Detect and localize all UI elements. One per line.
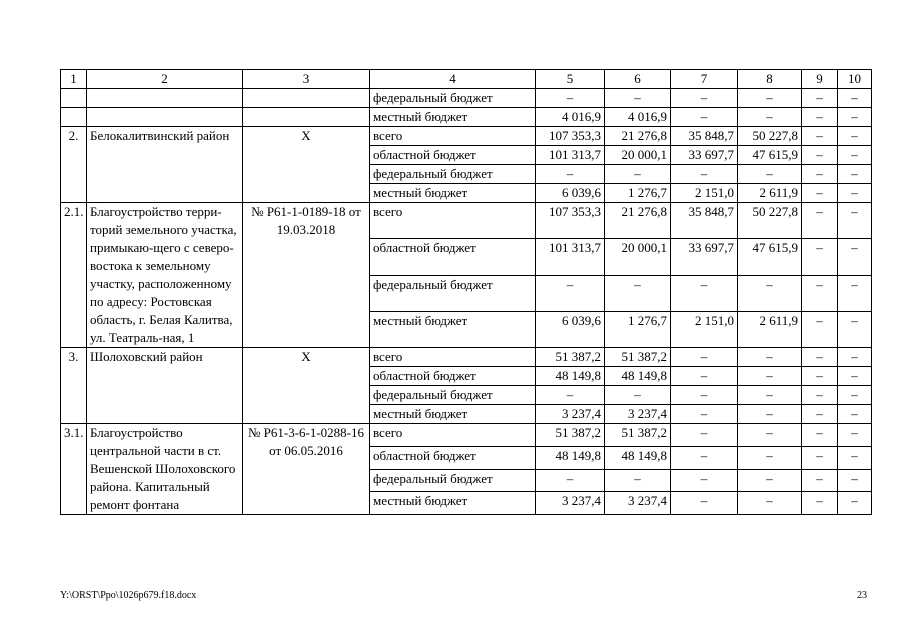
cell-c3 [243,89,370,108]
cell-c8: – [738,386,802,405]
cell-c10: – [838,386,872,405]
cell-c5: 6 039,6 [536,311,605,347]
cell-c1: 2.1. [61,203,87,348]
column-header-8: 8 [738,70,802,89]
cell-c9: – [802,108,838,127]
cell-c7: – [671,492,738,515]
budget-table [60,69,872,515]
cell-c8: – [738,446,802,469]
cell-c4: местный бюджет [370,311,536,347]
cell-c3: Х [243,348,370,424]
cell-c9: – [802,469,838,492]
cell-c6: – [605,386,671,405]
cell-c9: – [802,184,838,203]
cell-c5: 48 149,8 [536,446,605,469]
cell-c5: 51 387,2 [536,348,605,367]
cell-c8: – [738,89,802,108]
cell-c6: 51 387,2 [605,348,671,367]
cell-c4: всего [370,424,536,447]
page-number: 23 [857,590,867,601]
column-header-3: 3 [243,70,370,89]
cell-c2: Благоустройство терри-торий земельного участка, примыкаю-щего с северо-востока к земельному участку, расположенному по адресу: Ростовская область, г. Белая Калитва, ул. Театраль-ная, 1 [87,203,243,348]
cell-c7: – [671,386,738,405]
cell-c9: – [802,203,838,239]
cell-c10: – [838,146,872,165]
cell-c6: – [605,275,671,311]
cell-c5: 4 016,9 [536,108,605,127]
cell-c4: всего [370,203,536,239]
cell-c8: – [738,165,802,184]
cell-c9: – [802,311,838,347]
cell-c6: 48 149,8 [605,367,671,386]
header-row [61,70,872,89]
column-header-1: 1 [61,70,87,89]
cell-c6: 51 387,2 [605,424,671,447]
cell-c4: федеральный бюджет [370,89,536,108]
cell-c1 [61,108,87,127]
cell-c5: – [536,165,605,184]
cell-c10: – [838,108,872,127]
cell-c5: – [536,275,605,311]
cell-c5: 107 353,3 [536,203,605,239]
cell-c8: 50 227,8 [738,127,802,146]
cell-c10: – [838,405,872,424]
cell-c1: 3. [61,348,87,424]
cell-c5: – [536,469,605,492]
cell-c9: – [802,89,838,108]
cell-c9: – [802,367,838,386]
column-header-6: 6 [605,70,671,89]
cell-c4: областной бюджет [370,146,536,165]
cell-c9: – [802,492,838,515]
cell-c4: местный бюджет [370,108,536,127]
cell-c3: Х [243,127,370,203]
cell-c1: 3.1. [61,424,87,515]
cell-c4: местный бюджет [370,405,536,424]
table-body [61,89,872,515]
table-row [61,348,872,367]
cell-c2: Белокалитвинский район [87,127,243,203]
cell-c7: 35 848,7 [671,127,738,146]
cell-c2: Благоустройство центральной части в ст. Вешенской Шолоховского района. Капитальный ремонт фонтана [87,424,243,515]
cell-c7: – [671,446,738,469]
column-header-4: 4 [370,70,536,89]
cell-c8: 2 611,9 [738,311,802,347]
cell-c6: 3 237,4 [605,405,671,424]
cell-c9: – [802,127,838,146]
cell-c4: всего [370,127,536,146]
column-header-5: 5 [536,70,605,89]
cell-c5: 6 039,6 [536,184,605,203]
cell-c7: – [671,165,738,184]
cell-c10: – [838,165,872,184]
column-header-7: 7 [671,70,738,89]
column-header-2: 2 [87,70,243,89]
cell-c5: 3 237,4 [536,405,605,424]
cell-c8: – [738,405,802,424]
cell-c6: 21 276,8 [605,127,671,146]
cell-c7: 35 848,7 [671,203,738,239]
cell-c1: 2. [61,127,87,203]
cell-c7: 2 151,0 [671,311,738,347]
cell-c10: – [838,184,872,203]
cell-c6: – [605,165,671,184]
cell-c7: – [671,405,738,424]
cell-c7: – [671,275,738,311]
cell-c10: – [838,492,872,515]
cell-c2: Шолоховский район [87,348,243,424]
cell-c2 [87,108,243,127]
cell-c4: федеральный бюджет [370,386,536,405]
cell-c7: – [671,108,738,127]
column-header-10: 10 [838,70,872,89]
cell-c5: 48 149,8 [536,367,605,386]
cell-c8: – [738,469,802,492]
cell-c7: – [671,469,738,492]
cell-c8: – [738,348,802,367]
table-row [61,89,872,108]
cell-c7: – [671,89,738,108]
cell-c10: – [838,367,872,386]
cell-c3 [243,108,370,127]
cell-c10: – [838,424,872,447]
cell-c6: 48 149,8 [605,446,671,469]
cell-c4: федеральный бюджет [370,165,536,184]
cell-c4: областной бюджет [370,239,536,275]
cell-c6: 1 276,7 [605,311,671,347]
cell-c4: федеральный бюджет [370,469,536,492]
cell-c10: – [838,127,872,146]
cell-c5: 101 313,7 [536,146,605,165]
cell-c10: – [838,446,872,469]
cell-c5: 3 237,4 [536,492,605,515]
cell-c8: 2 611,9 [738,184,802,203]
cell-c8: 47 615,9 [738,239,802,275]
cell-c10: – [838,203,872,239]
cell-c2 [87,89,243,108]
cell-c9: – [802,275,838,311]
table-row [61,108,872,127]
cell-c1 [61,89,87,108]
cell-c9: – [802,165,838,184]
cell-c5: – [536,386,605,405]
cell-c10: – [838,275,872,311]
cell-c4: областной бюджет [370,446,536,469]
cell-c7: – [671,348,738,367]
cell-c9: – [802,405,838,424]
cell-c7: 2 151,0 [671,184,738,203]
cell-c9: – [802,386,838,405]
cell-c8: 47 615,9 [738,146,802,165]
cell-c4: местный бюджет [370,184,536,203]
cell-c8: – [738,275,802,311]
cell-c8: 50 227,8 [738,203,802,239]
cell-c6: 20 000,1 [605,146,671,165]
cell-c10: – [838,311,872,347]
column-header-9: 9 [802,70,838,89]
cell-c6: – [605,469,671,492]
table-row [61,424,872,447]
cell-c10: – [838,348,872,367]
cell-c10: – [838,469,872,492]
footer-file-path: Y:\ORST\Ppo\1026p679.f18.docx [60,590,197,601]
cell-c7: 33 697,7 [671,239,738,275]
table-row [61,203,872,239]
cell-c4: всего [370,348,536,367]
cell-c6: 20 000,1 [605,239,671,275]
cell-c5: 101 313,7 [536,239,605,275]
table-row [61,127,872,146]
cell-c4: федеральный бюджет [370,275,536,311]
cell-c7: – [671,424,738,447]
cell-c10: – [838,89,872,108]
cell-c6: 21 276,8 [605,203,671,239]
cell-c9: – [802,446,838,469]
cell-c3: № Р61-1-0189-18 от 19.03.2018 [243,203,370,348]
cell-c4: местный бюджет [370,492,536,515]
cell-c3: № Р61-3-6-1-0288-16 от 06.05.2016 [243,424,370,515]
cell-c8: – [738,367,802,386]
cell-c6: 4 016,9 [605,108,671,127]
cell-c8: – [738,424,802,447]
cell-c7: – [671,367,738,386]
cell-c6: – [605,89,671,108]
cell-c4: областной бюджет [370,367,536,386]
cell-c10: – [838,239,872,275]
cell-c5: 107 353,3 [536,127,605,146]
cell-c9: – [802,146,838,165]
cell-c9: – [802,424,838,447]
cell-c8: – [738,108,802,127]
cell-c6: 1 276,7 [605,184,671,203]
cell-c5: – [536,89,605,108]
cell-c5: 51 387,2 [536,424,605,447]
cell-c9: – [802,348,838,367]
cell-c9: – [802,239,838,275]
cell-c8: – [738,492,802,515]
cell-c6: 3 237,4 [605,492,671,515]
cell-c7: 33 697,7 [671,146,738,165]
